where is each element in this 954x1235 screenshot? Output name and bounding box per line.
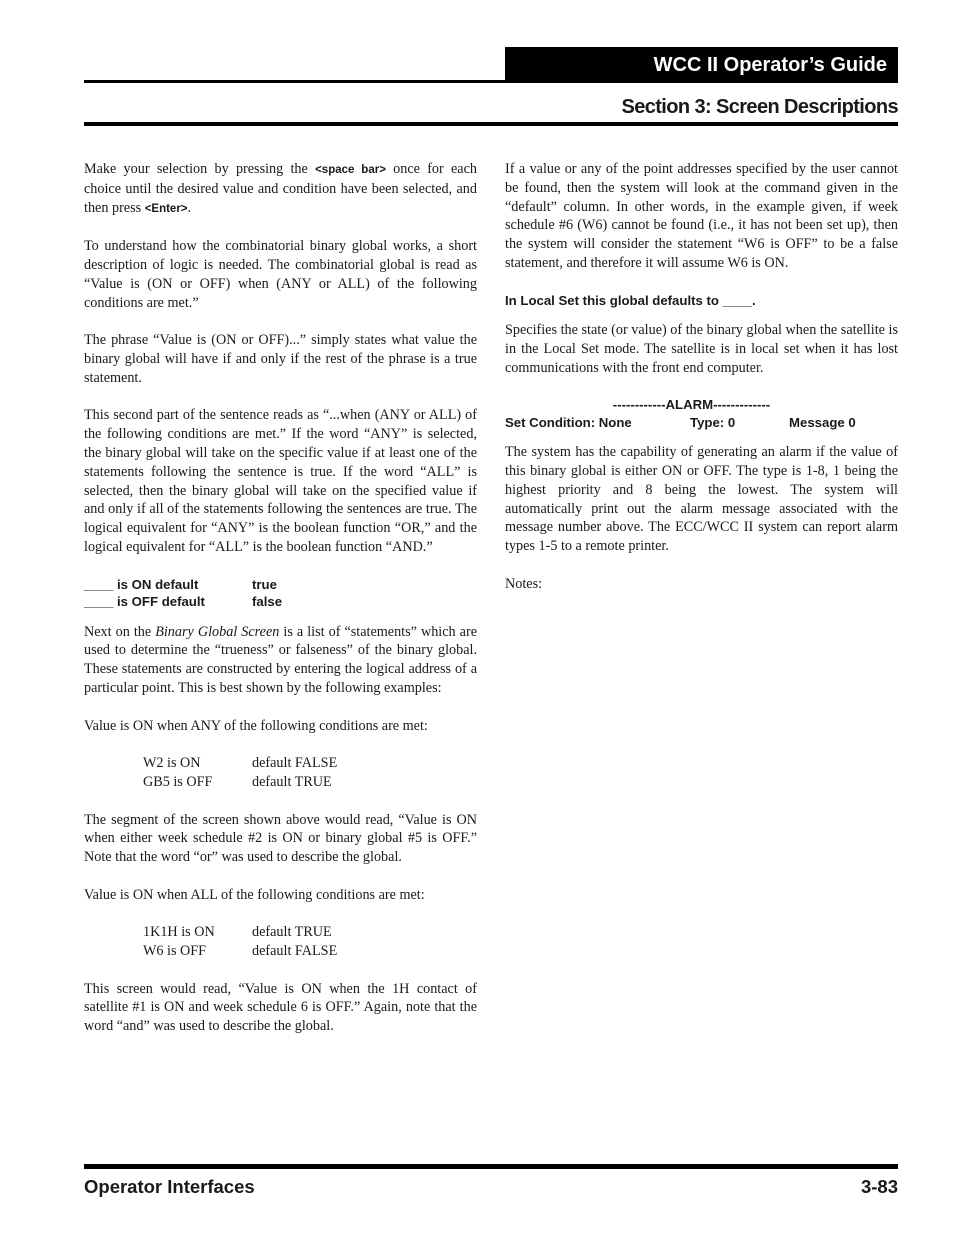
example-row: W2 is ON default FALSE (143, 755, 338, 772)
header-rule-thin (84, 80, 898, 83)
example-heading-all: Value is ON when ALL of the following conditions are met: (84, 886, 425, 903)
example-any-list (143, 754, 477, 792)
alarm-block (505, 396, 898, 431)
example-heading-any: Value is ON when ANY of the following conditions are met: (84, 717, 428, 734)
enter-key: <Enter> (144, 202, 188, 215)
paragraph-selection: Make your selection by pressing the <space bar> once for each choice until the desired value and condition have been selected, and then press <Enter>. (84, 161, 477, 216)
alarm-message: Message 0 (789, 414, 856, 430)
paragraph-any-all: This second part of the sentence reads as “...when (ANY or ALL) of the following conditions are met.” If the word “ANY” is selected, the binary global will take on the specific value if at least one of the statements following the sentence is true. If the word “ALL” is selected, then the binary global will take on the specified value if and only if all of the statements following the sentences are true. The logical equivalent for “ANY” is the boolean function “OR,” and the logical equivalent for “ALL” is the boolean function “AND.” (84, 407, 477, 555)
alarm-type: Type: 0 (690, 414, 736, 430)
binary-global-screen-ref: Binary Global Screen (155, 623, 280, 640)
section-title: Section 3: Screen Descriptions (621, 96, 898, 118)
alarm-set-condition: Set Condition: None (505, 414, 632, 430)
paragraph-local-set: Specifies the state (or value) of the binary global when the satellite is in the Local Set mode. The satellite is in local set when it has lost communications with the front end computer. (505, 322, 898, 376)
default-row-off (84, 593, 477, 611)
default-label: ____ is ON default (84, 576, 199, 592)
header-rule-thick (84, 122, 898, 126)
alarm-title: ------------ALARM------------- (612, 397, 771, 413)
example-row: GB5 is OFF default TRUE (143, 773, 332, 790)
right-column (505, 160, 898, 612)
local-set-heading: In Local Set this global defaults to ____. (505, 292, 756, 308)
space-bar-key: <space bar> (315, 164, 386, 176)
left-column (84, 160, 477, 1055)
notes-label: Notes: (505, 575, 543, 592)
default-settings-list (84, 576, 477, 611)
alarm-fields (505, 414, 898, 432)
example-row: W6 is OFF default FALSE (143, 943, 338, 960)
paragraph-logic-intro: To understand how the combinatorial binary global works, a short description of logic is needed. The combinatorial global is read as “Value is (ON or OFF) when (ANY or ALL) of the following conditions are met.” (84, 238, 477, 311)
paragraph-default-column: If a value or any of the point addresses specified by the user cannot be found, then the system will look at the command given in the “default” column. In other words, in the example given, if week schedule #6 (W6) cannot be found (i.e., it has not been set up), then the system will consider the statement “W6 is OFF” to be a false statement, and therefore it will assume W6 is ON. (505, 161, 898, 271)
guide-title-bar (505, 47, 898, 83)
footer-section-name: Operator Interfaces (84, 1176, 255, 1197)
default-value: false (252, 594, 283, 610)
footer-rule (84, 1164, 898, 1169)
paragraph-example-any-explain: The segment of the screen shown above would read, “Value is ON when either week schedule #2 is ON or binary global #5 is OFF.” Note that the word “or” was used to describe the global. (84, 811, 477, 866)
default-row-on (84, 576, 477, 594)
example-row: 1K1H is ON default TRUE (143, 924, 332, 941)
default-label: ____ is OFF default (84, 594, 205, 610)
paragraph-alarm: The system has the capability of generating an alarm if the value of this binary global is either ON or OFF. The type is 1-8, 1 being the highest priority and 8 being the lowest. The system will automatically print out the alarm message associated with the message number above. The ECC/WCC II system can report alarm types 1-5 to a remote printer. (505, 444, 898, 555)
default-value: true (252, 576, 277, 592)
example-all-list (143, 923, 477, 961)
guide-title: WCC II Operator’s Guide (653, 54, 887, 76)
paragraph-statements: Next on the Binary Global Screen is a list of “statements” which are used to determine the “trueness” or falseness” of the binary global. These statements are constructed by entering the logical address of a particular point. This is best shown by the following examples: (84, 623, 477, 696)
paragraph-example-all-explain: This screen would read, “Value is ON when the 1H contact of satellite #1 is ON and week schedule 6 is OFF.” Again, note that the word “and” was used to describe the global. (84, 980, 477, 1035)
paragraph-value-phrase: The phrase “Value is (ON or OFF)...” simply states what value the binary global will have if and only if the rest of the phrase is a true statement. (84, 332, 477, 386)
page-number: 3-83 (860, 1176, 898, 1197)
